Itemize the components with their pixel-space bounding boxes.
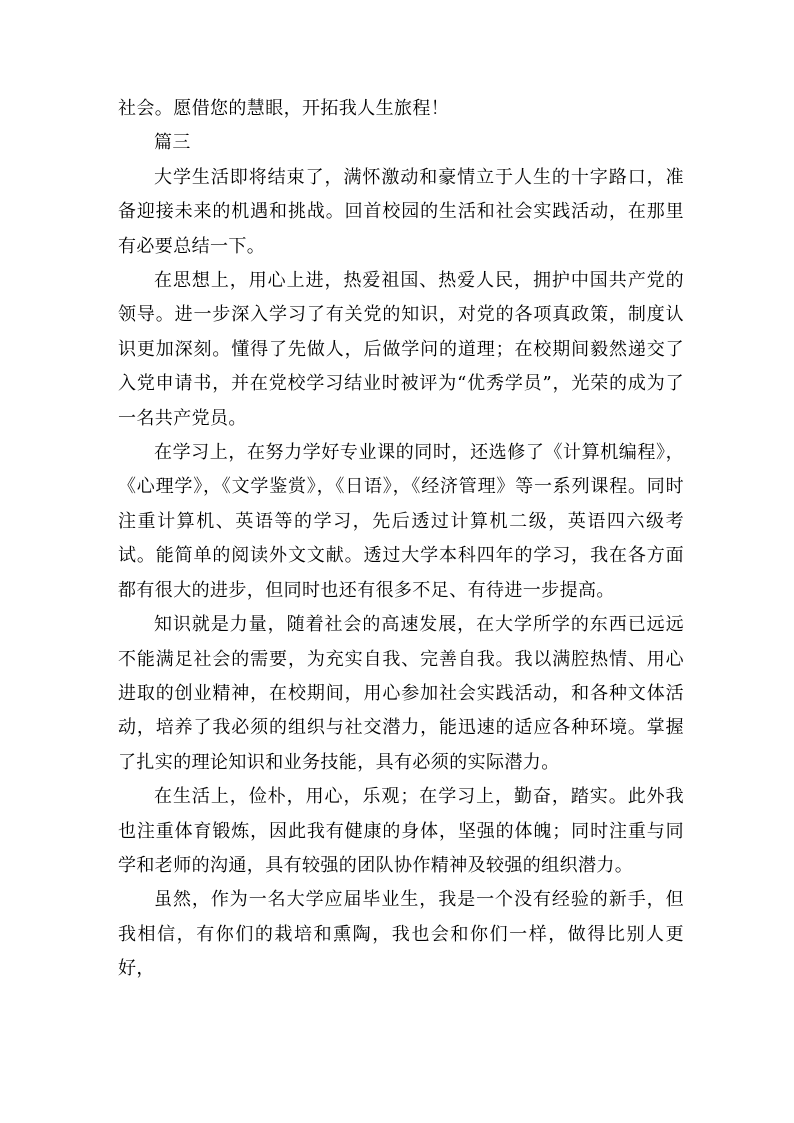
continuation-text: 社会。愿借您的慧眼，开拓我人生旅程！ (118, 98, 450, 119)
paragraph-knowledge: 知识就是力量，随着社会的高速发展，在大学所学的东西已远远不能满足社会的需要，为充实自我、完善自我。我以满腔热情、用心进取的创业精神，在校期间，用心参加社会实践活动，和各种文体活动，培养了我必须的组织与社交潜力，能迅速的适应各种环境。掌握了扎实的理论知识和业务技能，具有必须的实际潜力。 (118, 614, 684, 773)
document-body (118, 92, 684, 987)
paragraph-intro: 大学生活即将结束了，满怀激动和豪情立于人生的十字路口，准备迎接未来的机遇和挑战。回首校园的生活和社会实践活动，在那里有必要总结一下。 (118, 166, 684, 257)
paragraph-closing: 虽然，作为一名大学应届毕业生，我是一个没有经验的新手，但我相信，有你们的栽培和熏陶，我也会和你们一样，做得比别人更好， (118, 889, 684, 980)
paragraph-ideology: 在思想上，用心上进，热爱祖国、热爱人民，拥护中国共产党的领导。进一步深入学习了有关党的知识，对党的各项真政策，制度认识更加深刻。懂得了先做人，后做学问的道理；在校期间毅然递交了入党申请书，并在党校学习结业时被评为“优秀学员”，光荣的成为了一名共产党员。 (118, 270, 684, 429)
section-title: 篇三 (154, 132, 191, 154)
paragraph-life: 在生活上，俭朴，用心，乐观；在学习上，勤奋，踏实。此外我也注重体育锻炼，因此我有健康的身体，坚强的体魄；同时注重与同学和老师的沟通，具有较强的团队协作精神及较强的组织潜力。 (118, 786, 684, 876)
paragraph-study: 在学习上，在努力学好专业课的同时，还选修了《计算机编程》，《心理学》，《文学鉴赏》，《日语》，《经济管理》等一系列课程。同时注重计算机、英语等的学习，先后透过计算机二级，英语四六级考试。能简单的阅读外文文献。透过大学本科四年的学习，我在各方面都有很大的进步，但同时也还有很多不足、有待进一步提高。 (118, 442, 684, 601)
